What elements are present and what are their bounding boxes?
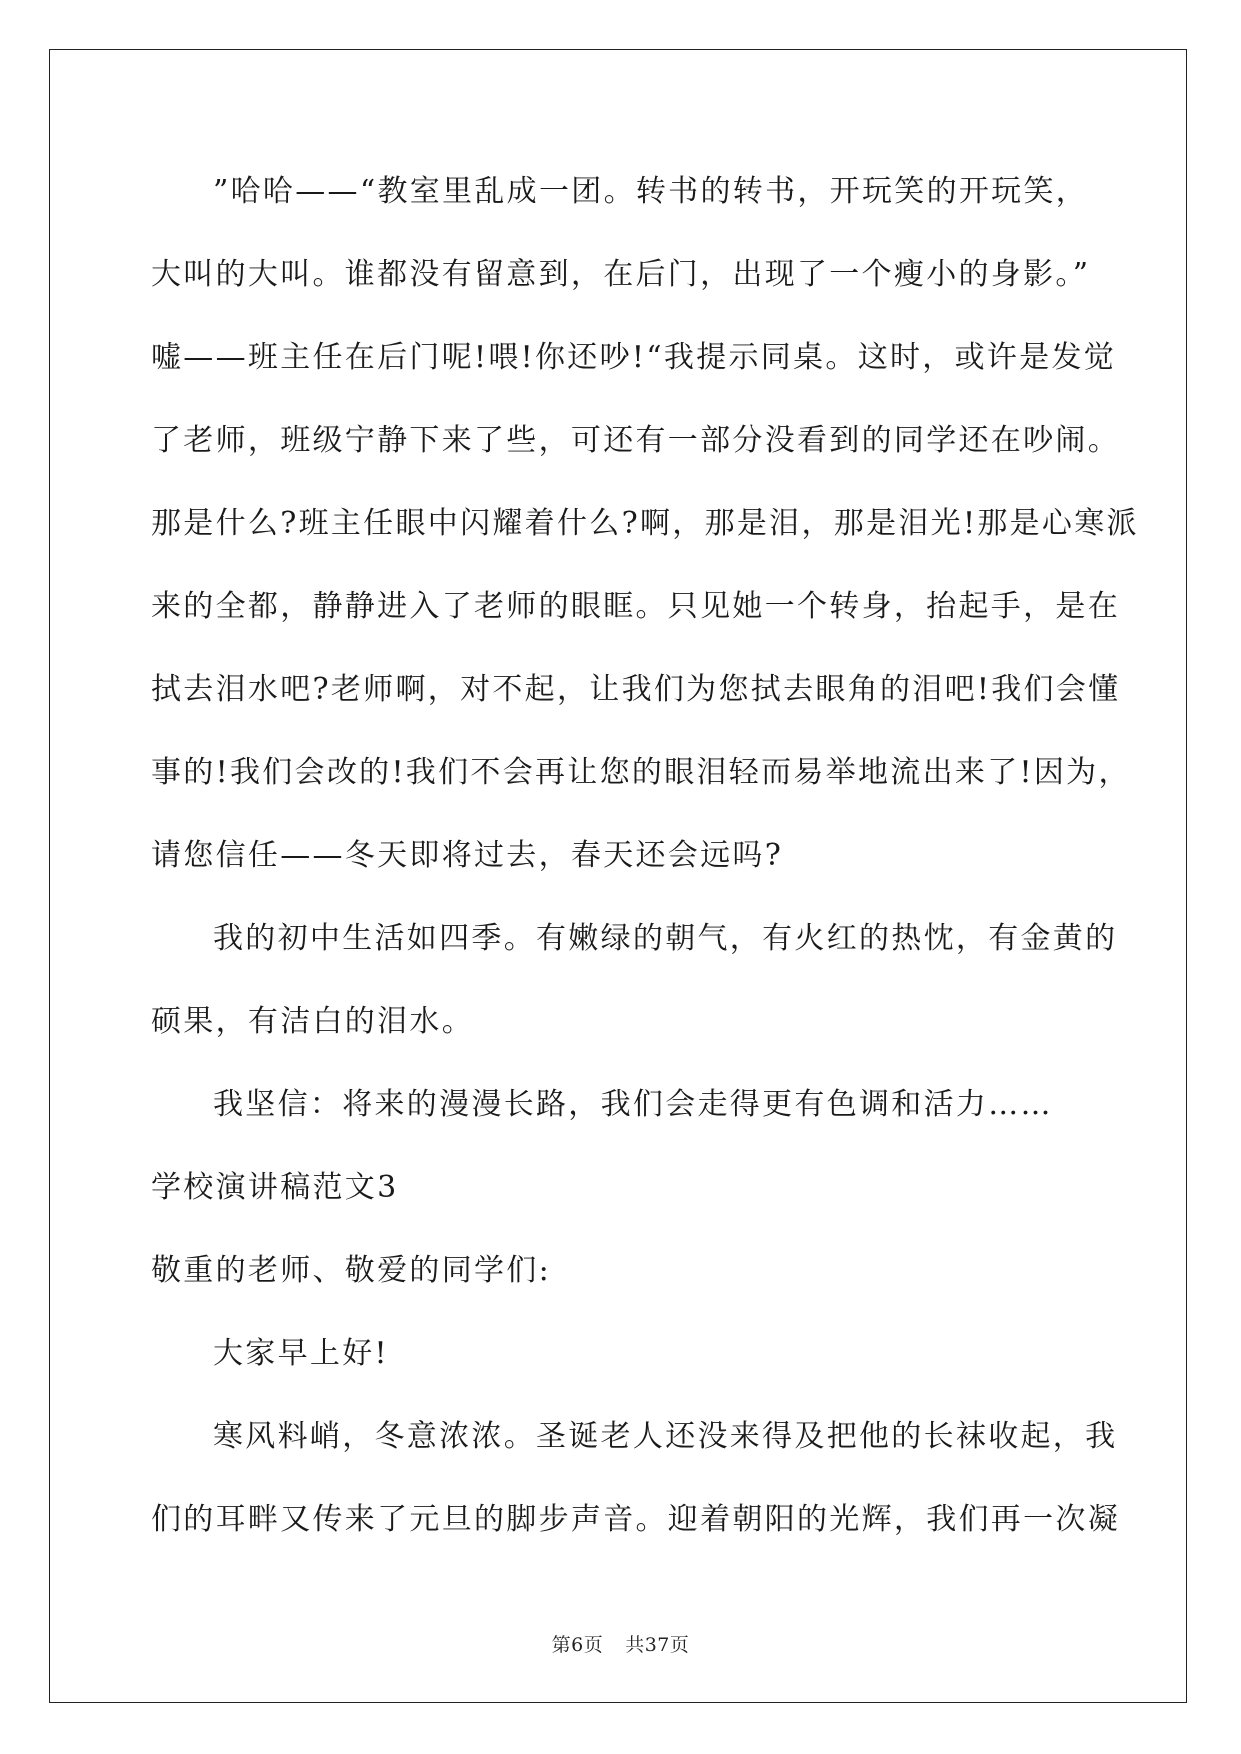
page-total: 共37页 [625,1634,690,1656]
paragraph-line: 大叫的大叫。谁都没有留意到，在后门，出现了一个瘦小的身影。” [151,257,1091,292]
paragraph-line: 们的耳畔又传来了元旦的脚步声音。迎着朝阳的光辉，我们再一次凝 [151,1502,1120,1537]
paragraph-line: 我的初中生活如四季。有嫩绿的朝气，有火红的热忱，有金黄的 [213,921,1118,956]
salutation: 敬重的老师、敬爱的同学们: [151,1253,552,1288]
section-heading: 学校演讲稿范文3 [151,1170,399,1205]
paragraph-line: 来的全都，静静进入了老师的眼眶。只见她一个转身，抬起手，是在 [151,589,1120,624]
paragraph-line: 嘘——班主任在后门呢!喂!你还吵!“我提示同桌。这时，或许是发觉 [151,340,1117,375]
page-footer [0,1630,1241,1657]
paragraph-line: ”哈哈——“教室里乱成一团。转书的转书，开玩笑的开玩笑， [213,174,1089,209]
paragraph-line: 事的!我们会改的!我们不会再让您的眼泪轻而易举地流出来了!因为， [151,755,1131,790]
paragraph-line: 寒风料峭，冬意浓浓。圣诞老人还没来得及把他的长袜收起，我 [213,1419,1118,1454]
paragraph-line: 请您信任——冬天即将过去，春天还会远吗? [151,838,784,873]
greeting-line: 大家早上好! [213,1336,389,1371]
document-body [151,158,1139,1569]
paragraph-line: 那是什么?班主任眼中闪耀着什么?啊，那是泪，那是泪光!那是心寒派 [151,506,1139,541]
paragraph-line: 拭去泪水吧?老师啊，对不起，让我们为您拭去眼角的泪吧!我们会懂 [151,672,1121,707]
paragraph-line: 了老师，班级宁静下来了些，可还有一部分没看到的同学还在吵闹。 [151,423,1120,458]
paragraph-line: 我坚信：将来的漫漫长路，我们会走得更有色调和活力…… [213,1087,1053,1122]
paragraph-line: 硕果，有洁白的泪水。 [151,1004,474,1039]
page-number: 第6页 [551,1634,604,1656]
